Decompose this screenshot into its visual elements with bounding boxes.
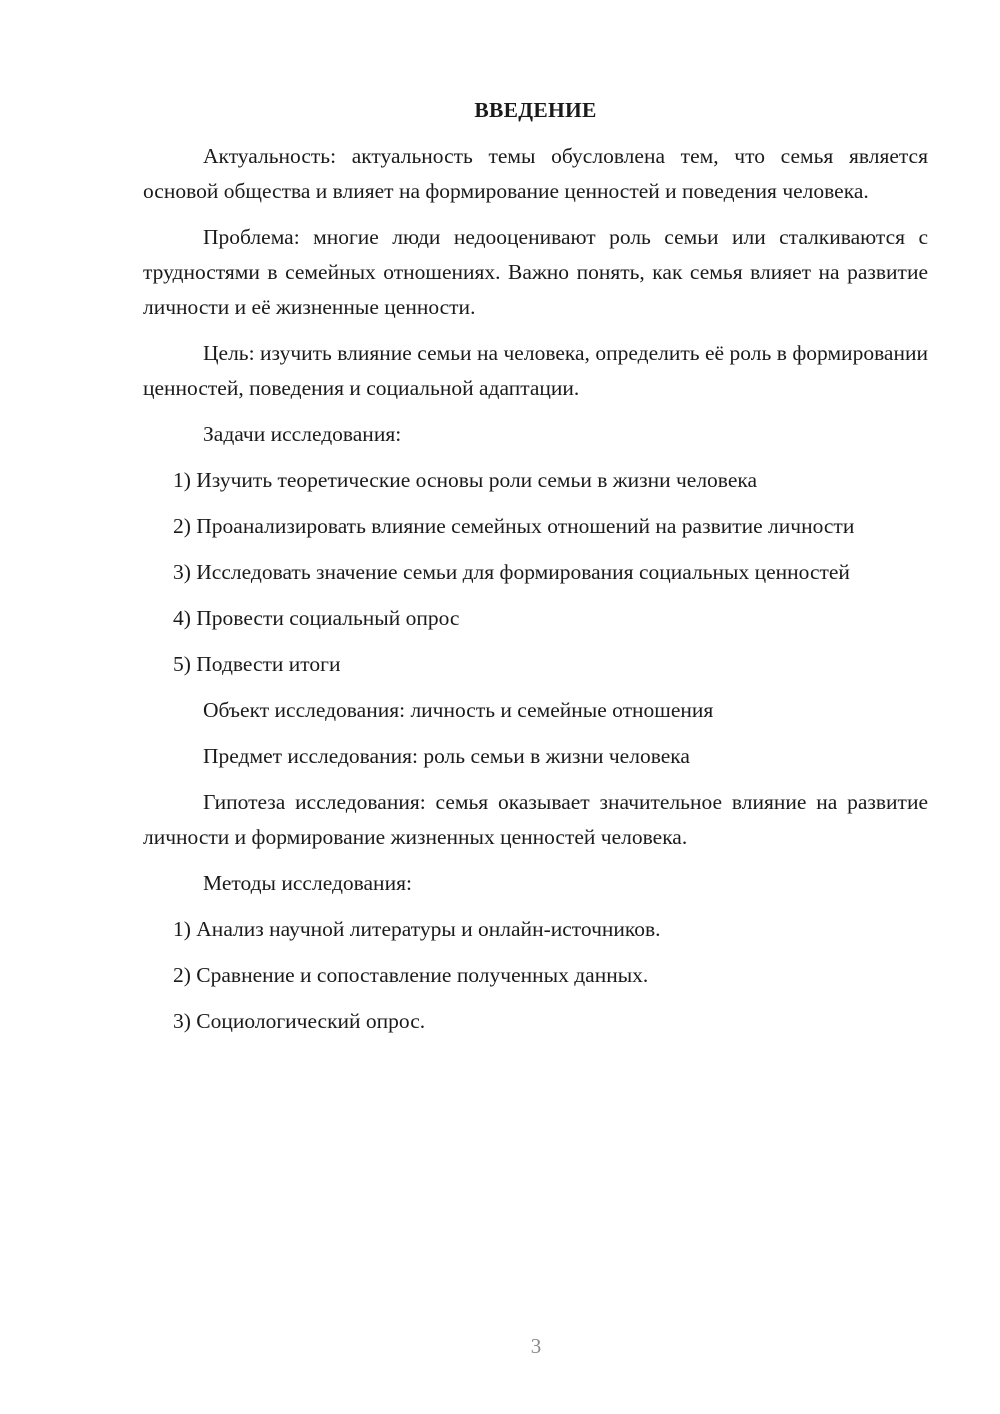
task-item: 5) Подвести итоги bbox=[173, 652, 341, 676]
methods-heading: Методы исследования: bbox=[203, 871, 412, 895]
task-item: 1) Изучить теоретические основы роли семьи в жизни человека bbox=[173, 468, 758, 492]
object-paragraph: Объект исследования: личность и семейные отношения bbox=[203, 698, 714, 722]
page-title: ВВЕДЕНИЕ bbox=[474, 98, 597, 122]
page-number: 3 bbox=[530, 1334, 542, 1358]
relevance-paragraph: Актуальность: актуальность темы обусловлена тем, что семья является основой общества и влияет на формирование ценностей и поведения человека. bbox=[143, 144, 928, 203]
goal-paragraph: Цель: изучить влияние семьи на человека, определить её роль в формировании ценностей, поведения и социальной адаптации. bbox=[143, 341, 928, 400]
task-item: 3) Исследовать значение семьи для формирования социальных ценностей bbox=[173, 560, 850, 584]
problem-paragraph: Проблема: многие люди недооценивают роль семьи или сталкиваются с трудностями в семейных отношениях. Важно понять, как семья влияет на развитие личности и её жизненные ценности. bbox=[143, 225, 928, 319]
subject-paragraph: Предмет исследования: роль семьи в жизни человека bbox=[203, 744, 690, 768]
method-item: 3) Социологический опрос. bbox=[173, 1009, 426, 1033]
method-item: 2) Сравнение и сопоставление полученных данных. bbox=[173, 963, 649, 987]
method-item: 1) Анализ научной литературы и онлайн-источников. bbox=[173, 917, 661, 941]
task-item: 2) Проанализировать влияние семейных отношений на развитие личности bbox=[173, 514, 855, 538]
hypothesis-paragraph: Гипотеза исследования: семья оказывает значительное влияние на развитие личности и формирование жизненных ценностей человека. bbox=[143, 790, 928, 849]
task-item: 4) Провести социальный опрос bbox=[173, 606, 460, 630]
tasks-heading: Задачи исследования: bbox=[203, 422, 402, 446]
document-body bbox=[143, 93, 928, 1050]
